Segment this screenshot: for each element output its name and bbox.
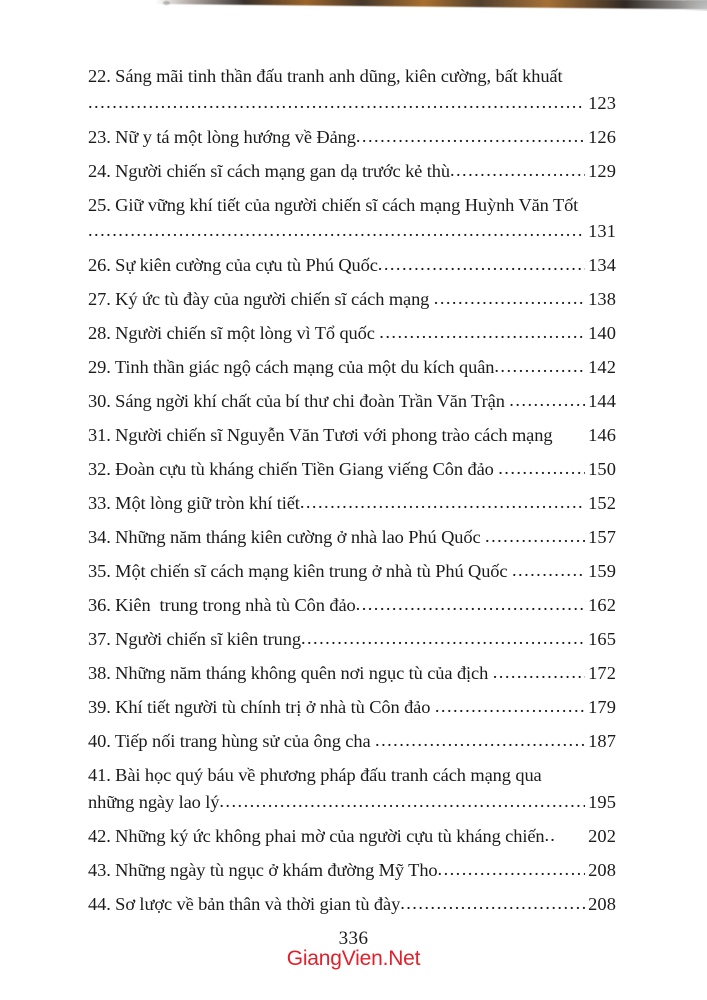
dot-leader <box>379 318 585 348</box>
toc-entry-title: 27. Ký ức tù đày của người chiến sĩ cách mạng <box>88 289 434 309</box>
dot-leader <box>509 386 585 416</box>
toc-page-number: 157 <box>588 527 616 547</box>
dot-leader <box>498 454 585 484</box>
toc-entry-title: 39. Khí tiết người tù chính trị ở nhà tù Côn đảo <box>88 697 435 717</box>
toc-entry-title: 22. Sáng mãi tinh thần đấu tranh anh dũng, kiên cường, bất khuất <box>88 66 563 86</box>
toc-entry[interactable] <box>88 856 616 886</box>
toc-entry-line <box>88 856 616 886</box>
toc-entry[interactable] <box>88 387 616 417</box>
toc-entry[interactable] <box>88 523 616 553</box>
toc-entry-title: 44. Sơ lược về bản thân và thời gian tù đày <box>88 893 401 914</box>
toc-entry[interactable] <box>88 319 616 349</box>
toc-page-number: 159 <box>588 561 616 581</box>
toc-page-number: 152 <box>588 493 616 513</box>
dot-leader <box>378 250 585 280</box>
toc-entry[interactable] <box>88 421 616 451</box>
toc-entry-line <box>88 557 616 587</box>
toc-entry[interactable] <box>88 591 616 621</box>
toc-page-number: 134 <box>588 255 616 275</box>
watermark-giangvien: GiangVien.Net <box>286 947 421 970</box>
toc-page-number: 150 <box>588 459 616 479</box>
toc-entry-title: 36. Kiên trung trong nhà tù Côn đảo <box>88 595 356 615</box>
toc-entry-title: 33. Một lòng giữ tròn khí tiết <box>88 493 300 513</box>
toc-entry[interactable] <box>88 489 616 519</box>
toc-entry[interactable] <box>88 727 616 757</box>
toc-entry[interactable] <box>88 123 616 153</box>
toc-page-number: 208 <box>588 859 616 880</box>
page-footer <box>0 928 707 970</box>
toc-entry-title: 35. Một chiến sĩ cách mạng kiên trung ở nhà tù Phú Quốc <box>88 561 512 581</box>
toc-entry-line <box>88 489 616 519</box>
toc-entry-leader-line <box>88 217 616 247</box>
dot-leader <box>219 787 585 817</box>
toc-entry[interactable] <box>88 890 616 920</box>
dot-leader <box>485 522 585 552</box>
toc-entry-line <box>88 285 616 315</box>
toc-entry[interactable] <box>88 822 616 852</box>
toc-page-number: 146 <box>588 425 616 445</box>
toc-entry[interactable] <box>88 353 616 383</box>
toc-page-number: 187 <box>588 731 616 751</box>
toc-entry-leader-line <box>88 788 616 818</box>
folio-number: 336 <box>338 928 369 949</box>
toc-entry-title: 40. Tiếp nối trang hùng sử của ông cha <box>88 731 376 751</box>
toc-entry-line <box>88 157 616 187</box>
dot-leader <box>301 624 585 654</box>
dot-leader <box>545 821 586 851</box>
toc-entry-leader-line <box>88 89 616 119</box>
toc-entry-title: 24. Người chiến sĩ cách mạng gan dạ trước kẻ thù <box>88 160 450 181</box>
dot-leader <box>434 284 585 314</box>
toc-entry-line <box>88 822 616 852</box>
toc-entry[interactable] <box>88 625 616 655</box>
toc-entry-title: 28. Người chiến sĩ một lòng vì Tổ quốc <box>88 323 380 343</box>
toc-entry[interactable] <box>88 761 616 817</box>
toc-entry-title: 31. Người chiến sĩ Nguyễn Văn Tươi với phong trào cách mạng <box>88 425 553 445</box>
dot-leader <box>450 156 585 186</box>
toc-entry[interactable] <box>88 191 616 247</box>
toc-entry[interactable] <box>88 157 616 187</box>
toc-entry-title: 29. Tinh thần giác ngộ cách mạng của một du kích quân <box>88 357 495 377</box>
dot-leader <box>356 590 585 620</box>
toc-entry[interactable] <box>88 251 616 281</box>
toc-page-number: 138 <box>588 289 616 309</box>
toc-entry[interactable] <box>88 659 616 689</box>
dot-leader <box>435 692 585 722</box>
dot-leader <box>88 88 585 118</box>
toc-entry-line <box>88 251 616 281</box>
toc-page-number: 165 <box>588 629 616 649</box>
toc-page-number: 129 <box>588 160 616 181</box>
toc-entry-title: 42. Những ký ức không phai mờ của người cựu tù kháng chiến <box>88 825 545 846</box>
toc-entry-line <box>88 455 616 485</box>
toc-page-number: 123 <box>588 92 616 113</box>
toc-page-number: 202 <box>588 825 616 846</box>
dot-leader <box>88 216 585 246</box>
toc-entry-line <box>88 591 616 621</box>
dot-leader <box>438 855 586 885</box>
toc-entry-title: 23. Nữ y tá một lòng hướng về Đảng <box>88 126 356 147</box>
toc-entry-title: 26. Sự kiên cường của cựu tù Phú Quốc <box>88 255 378 275</box>
toc-entry-title: 41. Bài học quý báu về phương pháp đấu tranh cách mạng qua <box>88 765 542 785</box>
toc-entry-line <box>88 319 616 349</box>
toc-entry-line <box>88 421 616 451</box>
toc-entry-title: 43. Những ngày tù ngục ở khám đường Mỹ Tho <box>88 859 438 880</box>
dot-leader <box>493 658 585 688</box>
toc-entry-title: 38. Những năm tháng không quên nơi ngục tù của địch <box>88 663 493 683</box>
toc-entry-line <box>88 625 616 655</box>
table-of-contents <box>88 62 616 924</box>
toc-page-number: 195 <box>588 791 616 812</box>
toc-entry-title: 25. Giữ vững khí tiết của người chiến sĩ cách mạng Huỳnh Văn Tốt <box>88 194 579 215</box>
dot-leader <box>356 122 585 152</box>
toc-entry-title-continued: những ngày lao lý <box>88 791 220 812</box>
toc-entry[interactable] <box>88 62 616 118</box>
toc-entry[interactable] <box>88 285 616 315</box>
toc-page-number: 179 <box>588 697 616 717</box>
dot-leader <box>494 352 585 382</box>
toc-entry[interactable] <box>88 693 616 723</box>
dot-leader <box>512 556 585 586</box>
dot-leader <box>375 726 585 756</box>
toc-page-number: 172 <box>588 663 616 683</box>
toc-entry-title: 30. Sáng ngời khí chất của bí thư chi đoàn Trần Văn Trận <box>88 391 510 411</box>
dot-leader <box>400 889 585 919</box>
toc-entry-title: 32. Đoàn cựu tù kháng chiến Tiền Giang viếng Côn đảo <box>88 459 499 479</box>
toc-entry-line <box>88 659 616 689</box>
toc-page-number: 131 <box>588 221 616 241</box>
toc-page-number: 126 <box>588 126 616 147</box>
toc-entry-line <box>88 727 616 757</box>
toc-entry-title: 34. Những năm tháng kiên cường ở nhà lao Phú Quốc <box>88 527 486 547</box>
toc-page-number: 142 <box>588 357 616 377</box>
toc-entry-line <box>88 523 616 553</box>
toc-page-number: 140 <box>588 323 616 343</box>
toc-entry[interactable] <box>88 455 616 485</box>
dot-leader <box>300 488 585 518</box>
toc-entry-line <box>88 353 616 383</box>
toc-entry-line <box>88 387 616 417</box>
toc-entry-line <box>88 890 616 920</box>
toc-entry-line <box>88 693 616 723</box>
toc-page-number: 208 <box>588 893 616 914</box>
toc-entry[interactable] <box>88 557 616 587</box>
toc-page-number: 144 <box>588 391 616 411</box>
toc-entry-line <box>88 123 616 153</box>
toc-page-number: 162 <box>588 595 616 615</box>
toc-entry-title: 37. Người chiến sĩ kiên trung <box>88 629 301 649</box>
